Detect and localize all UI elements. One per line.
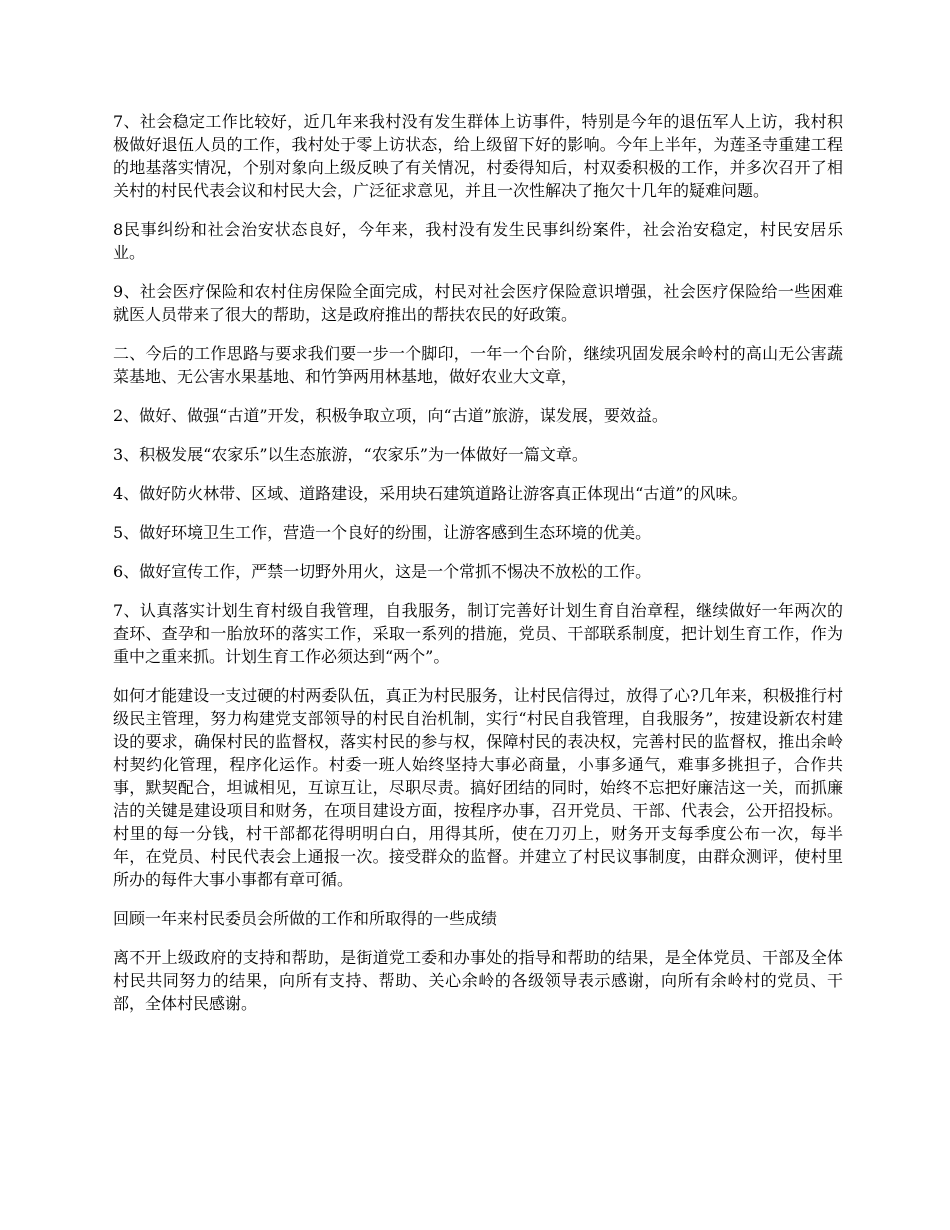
document-page [113, 110, 843, 1031]
paragraph-civil-disputes: 8民事纠纷和社会治安状态良好，今年来，我村没有发生民事纠纷案件，社会治安稳定，村民安居乐业。 [113, 220, 843, 262]
paragraph-farmhouse: 3、积极发展“农家乐”以生态旅游，“农家乐”为一体做好一篇文章。 [113, 445, 588, 464]
paragraph-village-committee: 如何才能建设一支过硬的村两委队伍，真正为村民服务，让村民信得过，放得了心?几年来，积极推行村级民主管理，努力构建党支部领导的村民自治机制，实行“村民自我管理，自我服务”，按建设新农村建设的要求，确保村民的监督权，落实村民的参与权，保障村民的表决权，完善村民的监督权，推出余岭村契约化管理，程序化运作。村委一班人始终坚持大事必商量，小事多通气，难事多挑担子，合作共事，默契配合，坦诚相见，互谅互让，尽职尽责。搞好团结的同时，始终不忘把好廉洁这一关，而抓廉洁的关键是建设项目和财务，在项目建设方面，按程序办事，召开党员、干部、代表会，公开招投标。村里的每一分钱，村干部都花得明明白白，用得其所，使在刀刃上，财务开支每季度公布一次，每半年，在党员、村民代表会上通报一次。接受群众的监督。并建立了村民议事制度，由群众测评，使村里所办的每件大事小事都有章可循。 [113, 686, 843, 889]
paragraph-environment: 5、做好环境卫生工作，营造一个良好的纷围，让游客感到生态环境的优美。 [113, 523, 652, 542]
paragraph-acknowledgements: 离不开上级政府的支持和帮助，是街道党工委和办事处的指导和帮助的结果，是全体党员、干部及全体村民共同努力的结果，向所有支持、帮助、关心余岭的各级领导表示感谢，向所有余岭村的党员、干部，全体村民感谢。 [113, 948, 843, 1013]
paragraph-fire-prevention: 4、做好防火林带、区域、道路建设，采用块石建筑道路让游客真正体现出“古道”的风味。 [113, 484, 748, 503]
paragraph-medical-insurance: 9、社会医疗保险和农村住房保险全面完成，村民对社会医疗保险意识增强，社会医疗保险给一些困难就医人员带来了很大的帮助，这是政府推出的帮扶农民的好政策。 [113, 282, 843, 324]
paragraph-family-planning: 7、认真落实计划生育村级自我管理，自我服务，制订完善好计划生育自治章程，继续做好一年两次的查环、查孕和一胎放环的落实工作，采取一系列的措施，党员、干部联系制度，把计划生育工作，作为重中之重来抓。计划生育工作必须达到“两个”。 [113, 601, 843, 666]
paragraph-publicity: 6、做好宣传工作，严禁一切野外用火，这是一个常抓不惕决不放松的工作。 [113, 562, 652, 581]
paragraph-review-heading: 回顾一年来村民委员会所做的工作和所取得的一些成绩 [113, 909, 498, 928]
paragraph-ancient-road: 2、做好、做强“古道”开发，积极争取立项，向“古道”旅游，谋发展，要效益。 [113, 406, 668, 425]
paragraph-future-plans: 二、今后的工作思路与要求我们要一步一个脚印，一年一个台阶，继续巩固发展余岭村的高山无公害蔬菜基地、无公害水果基地、和竹笋两用林基地，做好农业大文章， [113, 344, 843, 386]
paragraph-social-stability: 7、社会稳定工作比较好，近几年来我村没有发生群体上访事件，特别是今年的退伍军人上访，我村积极做好退伍人员的工作，我村处于零上访状态，给上级留下好的影响。今年上半年，为莲圣寺重建工程的地基落实情况，个别对象向上级反映了有关情况，村委得知后，村双委积极的工作，并多次召开了相关村的村民代表会议和村民大会，广泛征求意见，并且一次性解决了拖欠十几年的疑难问题。 [113, 112, 843, 200]
